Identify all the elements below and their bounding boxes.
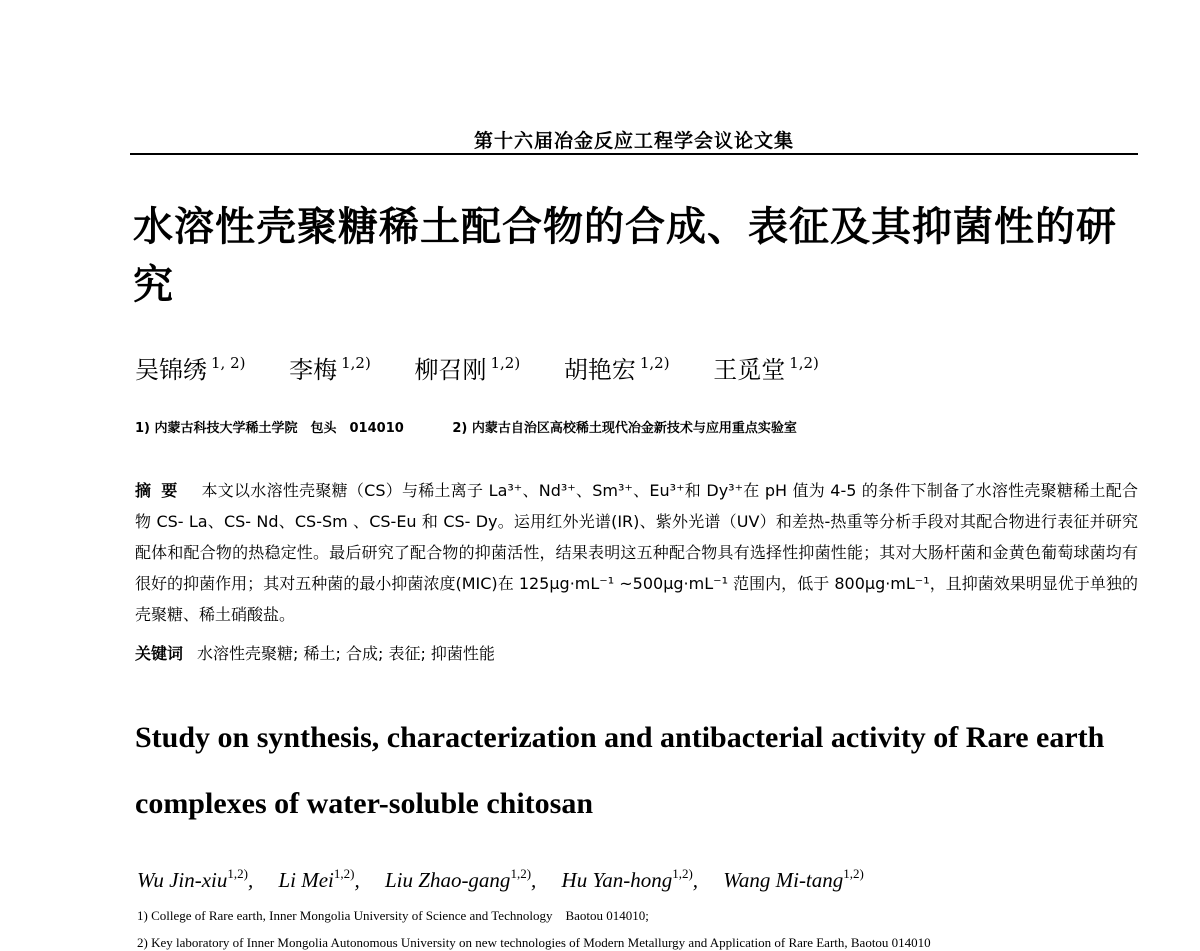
chinese-affiliations	[135, 417, 1135, 436]
english-affiliation-1: 1) College of Rare earth, Inner Mongolia University of Science and Technology Baotou 014010;	[137, 908, 649, 923]
abstract	[135, 475, 1138, 630]
chinese-affiliation-1: 1) 内蒙古科技大学稀土学院 包头 014010	[135, 421, 404, 436]
keywords	[135, 641, 1138, 664]
keywords-label: 关键词	[135, 644, 184, 663]
chinese-author: 李梅 $^{1,2)}$	[289, 354, 371, 384]
chinese-author: 王觅堂 $^{1,2)}$	[713, 354, 819, 384]
english-author: Li Mei$^{1,2)}$,	[278, 866, 360, 892]
chinese-author-list	[135, 350, 1135, 385]
english-author: Wu Jin-xiu$^{1,2)}$,	[137, 866, 254, 892]
english-author: Wang Mi-tang$^{1,2)}$	[723, 866, 864, 892]
english-title: Study on synthesis, characterization and antibacterial activity of Rare earth complexes of water-soluble chitosan	[135, 721, 1105, 820]
english-author: Liu Zhao-gang$^{1,2)}$,	[385, 866, 537, 892]
chinese-author: 胡艳宏 $^{1,2)}$	[563, 354, 670, 384]
chinese-author: 柳召刚 $^{1,2)}$	[414, 354, 521, 384]
abstract-text: 本文以水溶性壳聚糖（CS）与稀土离子 La³⁺、Nd³⁺、Sm³⁺、Eu³⁺和 Dy³⁺在 pH 值为 4-5 的条件下制备了水溶性壳聚糖稀土配合物 CS- La、CS- Nd、CS-Sm 、CS-Eu 和 CS- Dy。运用红外光谱(IR)、紫外光谱（UV）和差热-热重等分析手段对其配合物进行表征并研究配体和配合物的热稳定性。最后研究了配合物的抑菌活性，结果表明这五种配合物具有选择性抑菌性能；其对大肠杆菌和金黄色葡萄球菌均有很好的抑菌作用；其对五种菌的最小抑菌浓度(MIC)在 125μg·mL⁻¹ ~500μg·mL⁻¹ 范围内，低于 800μg·mL⁻¹，且抑菌效果明显优于单独的壳聚糖、稀土硝酸盐。	[135, 481, 1138, 624]
chinese-title: 水溶性壳聚糖稀土配合物的合成、表征及其抑菌性的研究	[133, 204, 1117, 308]
header-rule	[130, 153, 1138, 155]
running-head: 第十六届冶金反应工程学会议论文集	[473, 130, 794, 152]
keywords-text: 水溶性壳聚糖; 稀土; 合成; 表征; 抑菌性能	[197, 644, 495, 663]
english-author-list	[137, 866, 1137, 893]
chinese-affiliation-2: 2) 内蒙古自治区高校稀土现代冶金新技术与应用重点实验室	[452, 421, 797, 436]
english-affiliation-2: 2) Key laboratory of Inner Mongolia Autonomous University on new technologies of Modern Metallurgy and Application of Rare Earth, Baotou 014010	[137, 935, 931, 950]
english-author: Hu Yan-hong$^{1,2)}$,	[561, 866, 699, 892]
chinese-author: 吴锦绣 $^{1, 2)}$	[135, 354, 246, 384]
abstract-label: 摘要	[135, 481, 188, 500]
